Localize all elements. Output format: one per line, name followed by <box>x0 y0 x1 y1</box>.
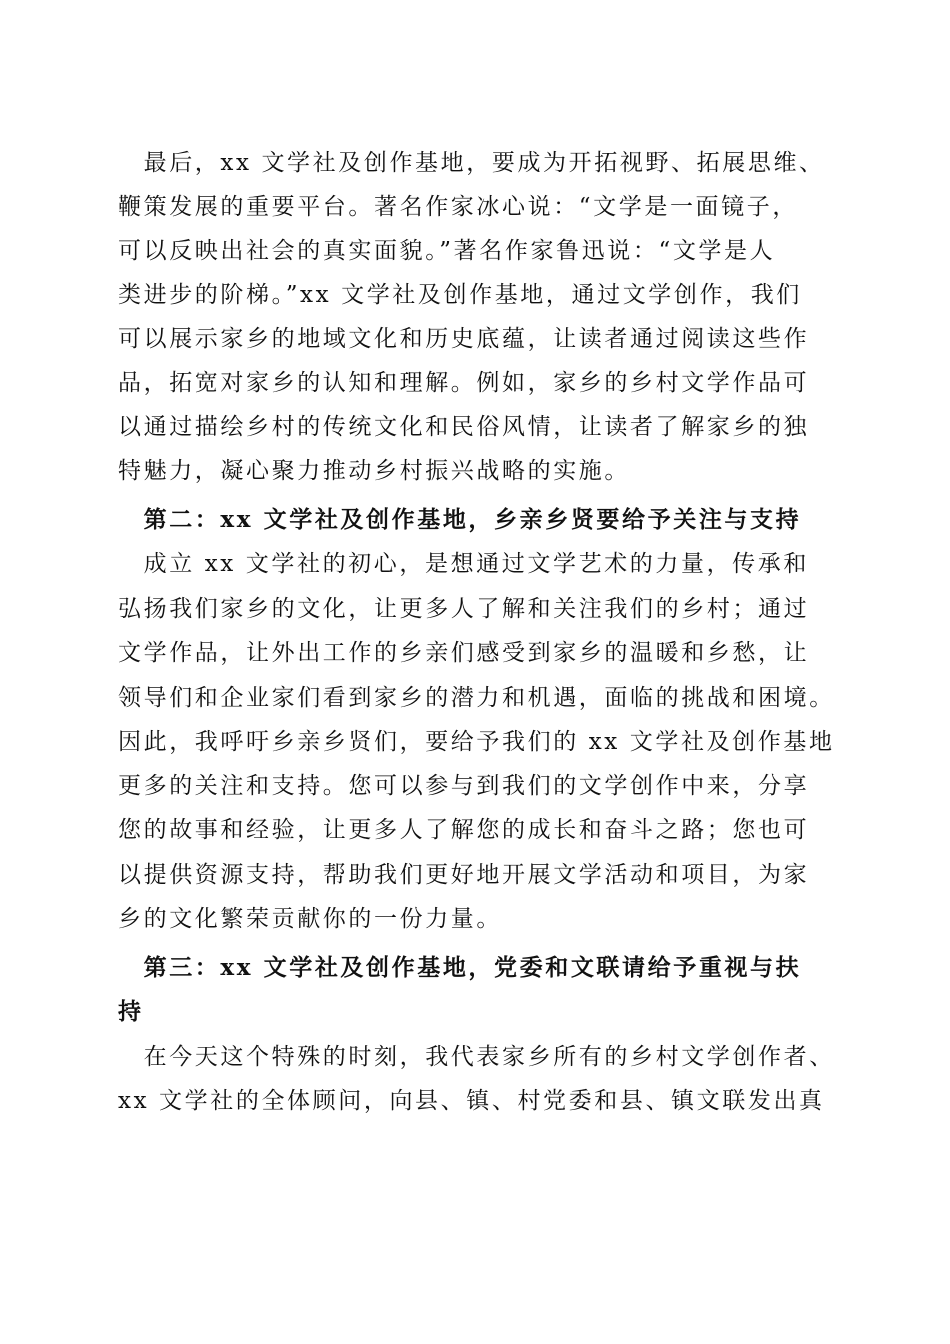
paragraph-2-line-8: 以提供资源支持，帮助我们更好地开展文学活动和项目，为家 <box>118 862 810 888</box>
section-heading-3-line-2: 持 <box>118 998 144 1025</box>
paragraph-1-line-1: 最后，xx 文学社及创作基地，要成为开拓视野、拓展思维、 <box>118 150 825 176</box>
paragraph-2-line-9: 乡的文化繁荣贡献你的一份力量。 <box>118 906 502 932</box>
paragraph-2-line-6: 更多的关注和支持。您可以参与到我们的文学创作中来，分享 <box>118 773 810 799</box>
paragraph-2-line-4: 领导们和企业家们看到家乡的潜力和机遇，面临的挑战和困境。 <box>118 685 835 711</box>
paragraph-1-line-7: 以通过描绘乡村的传统文化和民俗风情，让读者了解家乡的独 <box>118 414 810 440</box>
paragraph-2-line-2: 弘扬我们家乡的文化，让更多人了解和关注我们的乡村；通过 <box>118 596 810 622</box>
section-heading-3-line-1: 第三：xx 文学社及创作基地，党委和文联请给予重视与扶 <box>118 954 802 981</box>
paragraph-1-line-3: 可以反映出社会的真实面貌。”著名作家鲁迅说：“文学是人 <box>118 238 776 264</box>
paragraph-3-line-2: xx 文学社的全体顾问，向县、镇、村党委和县、镇文联发出真 <box>118 1088 825 1114</box>
paragraph-1-line-8: 特魅力，凝心聚力推动乡村振兴战略的实施。 <box>118 458 630 484</box>
paragraph-2-line-5: 因此，我呼吁乡亲乡贤们，要给予我们的 xx 文学社及创作基地 <box>118 729 835 755</box>
paragraph-2-line-3: 文学作品，让外出工作的乡亲们感受到家乡的温暖和乡愁，让 <box>118 640 810 666</box>
paragraph-1-line-6: 品，拓宽对家乡的认知和理解。例如，家乡的乡村文学作品可 <box>118 370 810 396</box>
paragraph-1-line-5: 可以展示家乡的地域文化和历史底蕴，让读者通过阅读这些作 <box>118 326 810 352</box>
paragraph-1-line-2: 鞭策发展的重要平台。著名作家冰心说：“文学是一面镜子， <box>118 194 798 220</box>
paragraph-1-line-4: 类进步的阶梯。”xx 文学社及创作基地，通过文学创作，我们 <box>118 282 802 308</box>
paragraph-2-line-7: 您的故事和经验，让更多人了解您的成长和奋斗之路；您也可 <box>118 817 810 843</box>
paragraph-2-line-1: 成立 xx 文学社的初心，是想通过文学艺术的力量，传承和 <box>118 551 809 577</box>
section-heading-2: 第二：xx 文学社及创作基地，乡亲乡贤要给予关注与支持 <box>118 506 802 533</box>
paragraph-3-line-1: 在今天这个特殊的时刻，我代表家乡所有的乡村文学创作者、 <box>118 1044 835 1070</box>
